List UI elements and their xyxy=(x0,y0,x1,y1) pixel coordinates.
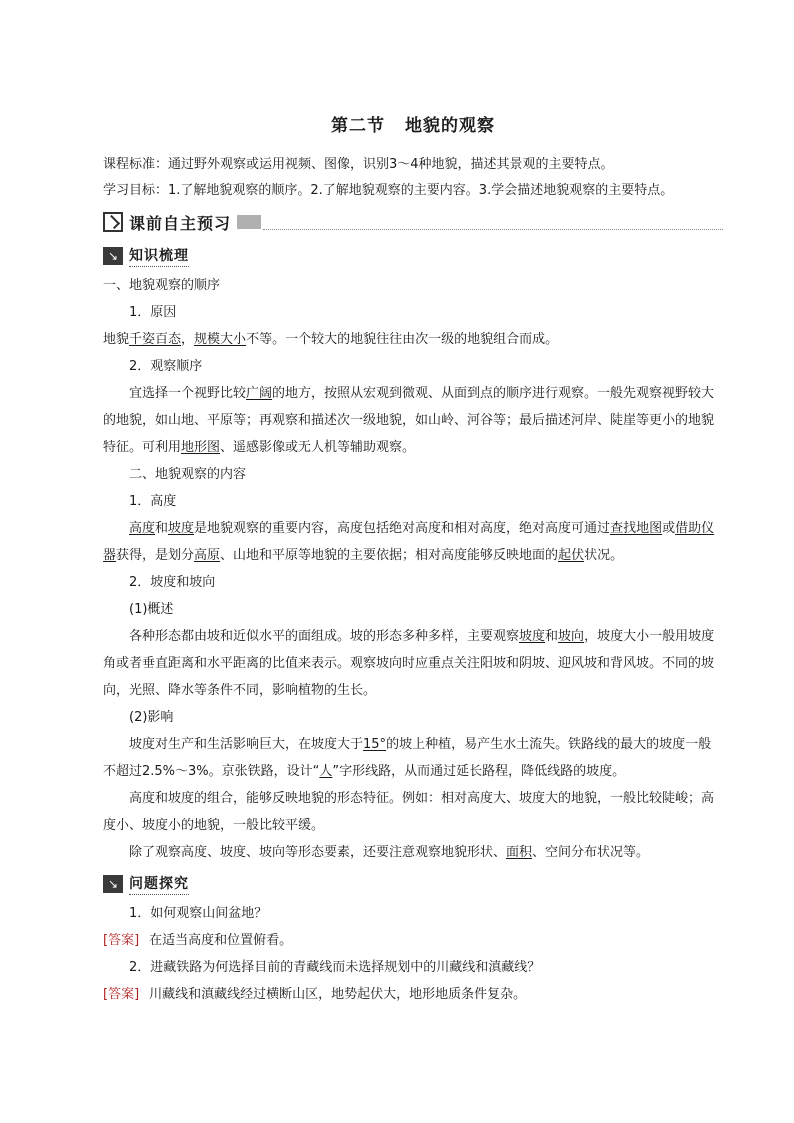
section-1-heading: 一、地貌观察的顺序 xyxy=(103,278,221,293)
question-1: 1．如何观察山间盆地？ xyxy=(129,906,268,921)
title-section-name: 地貌的观察 xyxy=(405,116,495,136)
section-2-2-1-heading: (1)概述 xyxy=(129,602,174,617)
banner-dotted-rule xyxy=(263,215,723,230)
answer-label: [答案] xyxy=(103,987,140,1002)
paragraph-reason: 地貌千姿百态，规模大小不等。一个较大的地貌往往由次一级的地貌组合而成。 xyxy=(103,332,559,347)
answer-1: [答案] 在适当高度和位置俯看。 xyxy=(103,933,293,948)
banner-title: 课前自主预习 xyxy=(129,213,232,233)
section-banner xyxy=(103,210,723,234)
answer-label: [答案] xyxy=(103,933,140,948)
paragraph-overview: 各种形态都由坡和近似水平的面组成。坡的形态多种多样，主要观察坡度和坡向，坡度大小一般用坡度角或者垂直距离和水平距离的比值来表示。观察坡向时应重点关注阳坡和阴坡、迎风坡和背风坡。不同的坡向，光照、降水等条件不同，影响植物的生长。 xyxy=(103,629,715,698)
arrow-down-right-icon: ↘ xyxy=(103,247,123,265)
inquiry-tag xyxy=(103,872,723,896)
paragraph-height: 高度和坡度是地貌观察的重要内容，高度包括绝对高度和相对高度，绝对高度可通过查找地图或借助仪器获得，是划分高原、山地和平原等地貌的主要依据；相对高度能够反映地面的起伏状况。 xyxy=(103,521,715,563)
page-title xyxy=(103,112,723,140)
arrow-down-right-icon: ↘ xyxy=(103,875,123,893)
title-section-number: 第二节 xyxy=(331,116,385,136)
section-1-1-heading: 1．原因 xyxy=(129,305,177,320)
knowledge-tag xyxy=(103,244,723,268)
paragraph-influence: 坡度对生产和生活影响巨大，在坡度大于15°的坡上种植，易产生水土流失。铁路线的最大的坡度一般不超过2.5%～3%。京张铁路，设计“人”字形线路，从而通过延长路程，降低线路的坡度。 xyxy=(103,737,712,779)
section-2-1-heading: 1．高度 xyxy=(129,494,177,509)
learning-objective: 学习目标：1.了解地貌观察的顺序。2.了解地貌观察的主要内容。3.学会描述地貌观察的主要特点。 xyxy=(103,183,674,198)
answer-2: [答案] 川藏线和滇藏线经过横断山区，地势起伏大，地形地质条件复杂。 xyxy=(103,987,527,1002)
section-1-2-heading: 2．观察顺序 xyxy=(129,359,203,374)
section-2-2-heading: 2．坡度和坡向 xyxy=(129,575,216,590)
paragraph-combination: 高度和坡度的组合，能够反映地貌的形态特征。例如：相对高度大、坡度大的地貌，一般比较陡峻；高度小、坡度小的地貌，一般比较平缓。 xyxy=(103,791,715,833)
document-body xyxy=(103,112,723,1008)
section-2-heading: 二、地貌观察的内容 xyxy=(129,467,247,482)
banner-decoration xyxy=(237,215,261,229)
knowledge-tag-label: 知识梳理 xyxy=(129,245,189,267)
checkbox-icon xyxy=(103,212,123,232)
paragraph-other-elements: 除了观察高度、坡度、坡向等形态要素，还要注意观察地貌形状、面积、空间分布状况等。 xyxy=(129,845,650,860)
paragraph-order: 宜选择一个视野比较广阔的地方，按照从宏观到微观、从面到点的顺序进行观察。一般先观察视野较大的地貌，如山地、平原等；再观察和描述次一级地貌，如山岭、河谷等；最后描述河岸、陡崖等更小的地貌特征。可利用地形图、遥感影像或无人机等辅助观察。 xyxy=(103,386,715,455)
section-2-2-2-heading: (2)影响 xyxy=(129,710,174,725)
course-standard: 课程标准：通过野外观察或运用视频、图像，识别3～4种地貌，描述其景观的主要特点。 xyxy=(103,157,614,172)
question-2: 2．进藏铁路为何选择目前的青藏线而未选择规划中的川藏线和滇藏线？ xyxy=(129,960,541,975)
inquiry-tag-label: 问题探究 xyxy=(129,873,189,895)
